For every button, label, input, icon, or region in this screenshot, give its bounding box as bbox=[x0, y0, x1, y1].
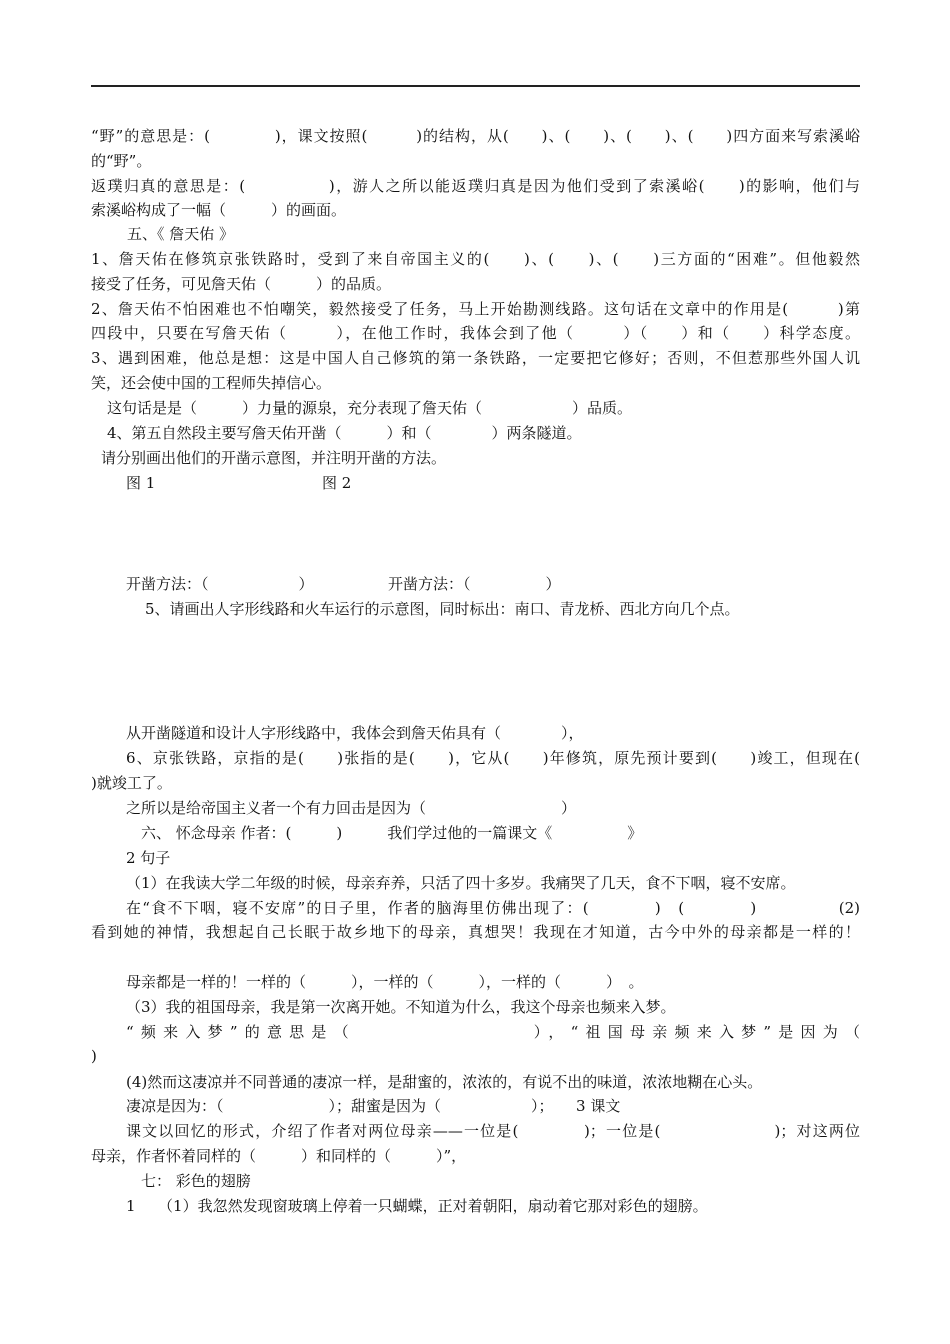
text-line: )就竣工了。 bbox=[91, 774, 172, 792]
text-line: 返璞归真的意思是：( )，游人之所以能返璞归真是因为他们受到了索溪峪( )的影响，他们与 bbox=[91, 177, 860, 195]
text-line: 3、遇到困难，他总是想：这是中国人自己修筑的第一条铁路，一定要把它修好；否则，不但惹那些外国人讥 bbox=[91, 349, 860, 367]
text-line: 笑，还会使中国的工程师失掉信心。 bbox=[91, 374, 332, 392]
text-line: 母亲，作者怀着同样的（ ）和同样的（ ）”， bbox=[91, 1147, 467, 1165]
header-rule bbox=[91, 85, 860, 87]
section-heading: 七： 彩色的翅膀 bbox=[141, 1172, 251, 1190]
text-line: 四段中，只要在写詹天佑（ ），在他工作时，我体会到了他（ ）（ ）和（ ）科学态度。 bbox=[91, 324, 860, 342]
text-line: 请分别画出他们的开凿示意图，并注明开凿的方法。 bbox=[101, 449, 447, 467]
text-line: 在“食不下咽，寝不安席”的日子里，作者的脑海里仿佛出现了：( ) ( ) (2) bbox=[126, 899, 860, 917]
text-line: 课文以回忆的形式，介绍了作者对两位母亲——一位是( )；一位是( )；对这两位 bbox=[126, 1122, 860, 1140]
text-line: “频来入梦”的意思是（ ），“祖国母亲频来入梦”是因为（ bbox=[126, 1023, 860, 1041]
text-line: 索溪峪构成了一幅（ ）的画面。 bbox=[91, 201, 347, 219]
text-line: （1）在我读大学二年级的时候，母亲弃养，只活了四十多岁。我痛哭了几天，食不下咽，寝不安席。 bbox=[126, 874, 796, 892]
text-line: 开凿方法：（ ） bbox=[388, 575, 561, 593]
text-line: （3）我的祖国母亲，我是第一次离开她。不知道为什么，我这个母亲也频来入梦。 bbox=[126, 998, 676, 1016]
text-line: 的“野”。 bbox=[91, 152, 152, 170]
text-line: 这句话是是（ ）力量的源泉，充分表现了詹天佑（ ）品质。 bbox=[107, 399, 633, 417]
text-line: 6、京张铁路，京指的是( )张指的是( )，它从( )年修筑，原先预计要到( )竣工，但现在( bbox=[126, 749, 860, 767]
text-line: (4)然而这凄凉并不同普通的凄凉一样，是甜蜜的，浓浓的，有说不出的味道，浓浓地糊在心头。 bbox=[126, 1073, 763, 1091]
section-heading: 六、 怀念母亲 作者：( ) 我们学过他的一篇课文《 》 bbox=[141, 824, 643, 842]
text-line: 从开凿隧道和设计人字形线路中，我体会到詹天佑具有（ ）， bbox=[126, 724, 584, 742]
text-line: 母亲都是一样的！一样的（ ），一样的（ ），一样的（ ） 。 bbox=[126, 973, 644, 991]
text-line: 看到她的神情，我想起自己长眠于故乡地下的母亲，真想哭！我现在才知道，古今中外的母亲都是一样的！ bbox=[91, 923, 860, 941]
text-line: 接受了任务，可见詹天佑（ ）的品质。 bbox=[91, 275, 392, 293]
text-line: 1 （1）我忽然发现窗玻璃上停着一只蝴蝶，正对着朝阳，扇动着它那对彩色的翅膀。 bbox=[126, 1197, 708, 1215]
text-line: 开凿方法：（ ） bbox=[126, 575, 314, 593]
text-line: 5、请画出人字形线路和火车运行的示意图，同时标出：南口、青龙桥、西北方向几个点。 bbox=[145, 600, 740, 618]
figure-label-2: 图 2 bbox=[322, 474, 352, 492]
text-line: 之所以是给帝国主义者一个有力回击是因为（ ） bbox=[126, 799, 577, 817]
text-line: ) bbox=[91, 1047, 97, 1065]
text-line: 1、詹天佑在修筑京张铁路时，受到了来自帝国主义的( )、( )、( )三方面的“困难”。但他毅然 bbox=[91, 250, 860, 268]
text-line: “野”的意思是：( )，课文按照( )的结构，从( )、( )、( )、( )四方面来写索溪峪 bbox=[91, 127, 860, 145]
text-line: 2 句子 bbox=[126, 849, 171, 867]
section-heading: 五、《 詹天佑 》 bbox=[127, 225, 235, 243]
text-line: 2、詹天佑不怕困难也不怕嘲笑，毅然接受了任务，马上开始勘测线路。这句话在文章中的作用是( )第 bbox=[91, 300, 860, 318]
text-line: 凄凉是因为：（ ）；甜蜜是因为（ ）； 3 课文 bbox=[126, 1097, 621, 1115]
text-line: 4、第五自然段主要写詹天佑开凿（ ）和（ ）两条隧道。 bbox=[107, 424, 582, 442]
figure-label-1: 图 1 bbox=[126, 474, 156, 492]
